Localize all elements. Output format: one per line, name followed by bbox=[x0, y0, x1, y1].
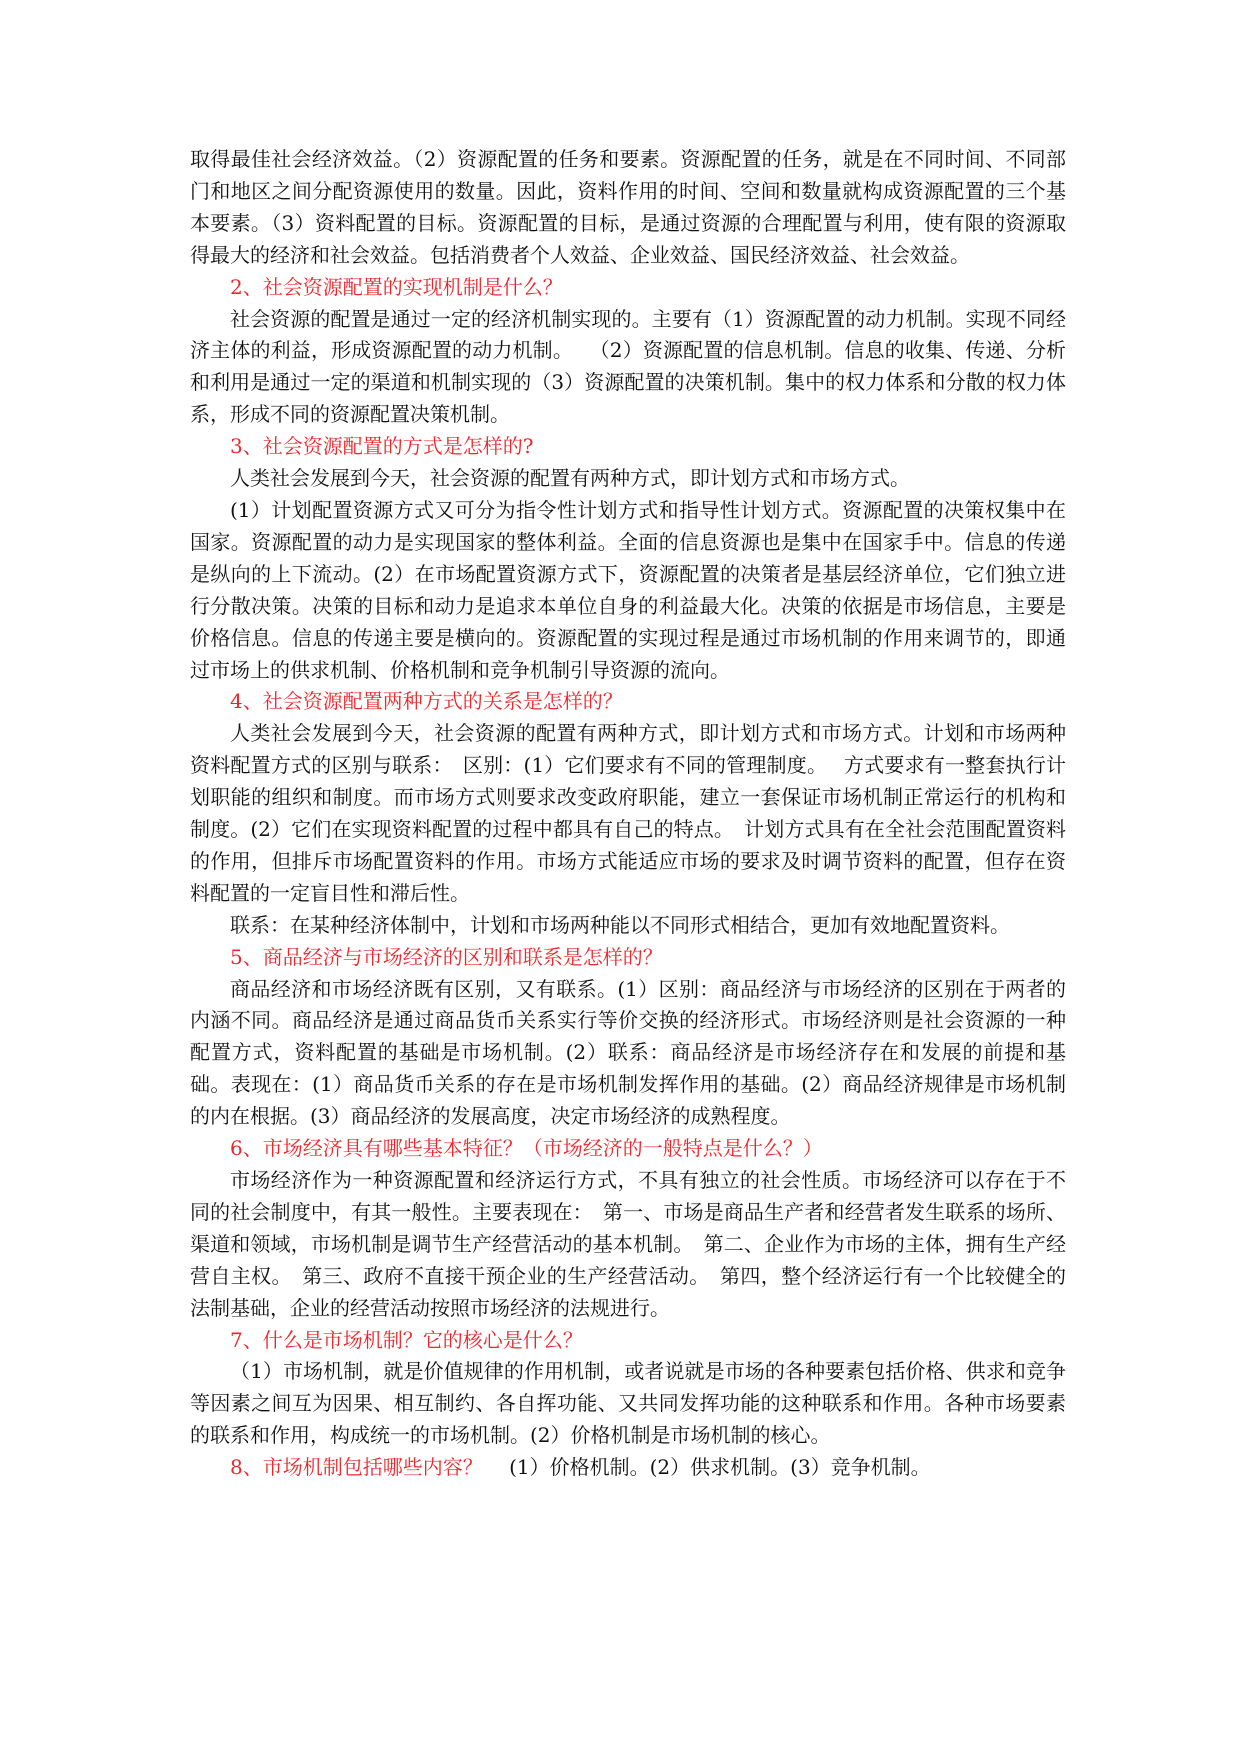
question-8-heading: 8、市场机制包括哪些内容？ bbox=[230, 1455, 483, 1480]
answer-7-paragraph: （1）市场机制，就是价值规律的作用机制，或者说就是市场的各种要素包括价格、供求和竞争等因素之间互为因果、相互制约、各自挥功能、又共同发挥功能的这种联系和作用。各种市场要素的联系和作用，构成统一的市场机制。(2）价格机制是市场机制的核心。 bbox=[190, 1359, 1066, 1448]
answer-4-difference: 人类社会发展到今天，社会资源的配置有两种方式，即计划方式和市场方式。计划和市场两种资料配置方式的区别与联系： 区别：(1）它们要求有不同的管理制度。 方式要求有一整套执行计划职能的组织和制度。而市场方式则要求改变政府职能，建立一套保证市场机制正常运行的机构和制度。(2）它们在实现资料配置的过程中都具有自己的特点。 计划方式具有在全社会范围配置资料的作用，但排斥市场配置资料的作用。市场方式能适应市场的要求及时调节资料的配置，但存在资料配置的一定盲目性和滞后性。 bbox=[190, 721, 1066, 905]
answer-5-paragraph: 商品经济和市场经济既有区别，又有联系。(1）区别：商品经济与市场经济的区别在于两者的内涵不同。商品经济是通过商品货币关系实行等价交换的经济形式。市场经济则是社会资源的一种配置方式，资料配置的基础是市场机制。(2）联系：商品经济是市场经济存在和发展的前提和基础。表现在：(1）商品货币关系的存在是市场机制发挥作用的基础。(2）商品经济规律是市场机制的内在根据。(3）商品经济的发展高度，决定市场经济的成熟程度。 bbox=[190, 976, 1066, 1129]
question-8-line bbox=[190, 1452, 1066, 1484]
answer-6-paragraph: 市场经济作为一种资源配置和经济运行方式，不具有独立的社会性质。市场经济可以存在于不同的社会制度中，有其一般性。主要表现在： 第一、市场是商品生产者和经营者发生联系的场所、渠道和领域，市场机制是调节生产经营活动的基本机制。 第二、企业作为市场的主体，拥有生产经营自主权。 第三、政府不直接干预企业的生产经营活动。 第四，整个经济运行有一个比较健全的法制基础，企业的经营活动按照市场经济的法规进行。 bbox=[190, 1168, 1066, 1320]
answer-3-intro: 人类社会发展到今天，社会资源的配置有两种方式，即计划方式和市场方式。 bbox=[230, 466, 910, 491]
answer-8-text: (1）价格机制。(2）供求机制。(3）竞争机制。 bbox=[482, 1455, 931, 1480]
answer-3-detail: (1）计划配置资源方式又可分为指令性计划方式和指导性计划方式。资源配置的决策权集中在国家。资源配置的动力是实现国家的整体利益。全面的信息资源也是集中在国家手中。信息的传递是纵向的上下流动。(2）在市场配置资源方式下，资源配置的决策者是基层经济单位，它们独立进行分散决策。决策的目标和动力是追求本单位自身的利益最大化。决策的依据是市场信息，主要是价格信息。信息的传递主要是横向的。资源配置的实现过程是通过市场机制的作用来调节的，即通过市场上的供求机制、价格机制和竞争机制引导资源的流向。 bbox=[190, 497, 1066, 682]
answer-2-paragraph: 社会资源的配置是通过一定的经济机制实现的。主要有（1）资源配置的动力机制。实现不同经济主体的利益，形成资源配置的动力机制。 （2）资源配置的信息机制。信息的收集、传递、分析和利用是通过一定的渠道和机制实现的（3）资源配置的决策机制。集中的权力体系和分散的权力体系，形成不同的资源配置决策机制。 bbox=[190, 306, 1066, 427]
question-4-heading: 4、社会资源配置两种方式的关系是怎样的？ bbox=[230, 689, 623, 714]
answer-4-connection: 联系：在某种经济体制中，计划和市场两种能以不同形式相结合，更加有效地配置资料。 bbox=[230, 912, 1010, 937]
question-3-heading: 3、社会资源配置的方式是怎样的? bbox=[230, 434, 534, 459]
question-2-heading: 2、社会资源配置的实现机制是什么？ bbox=[230, 274, 563, 299]
document-page bbox=[190, 144, 1066, 1484]
paragraph-resource-allocation-goals: 取得最佳社会经济效益。（2）资源配置的任务和要素。资源配置的任务，就是在不同时间、不同部门和地区之间分配资源使用的数量。因此，资料作用的时间、空间和数量就构成资源配置的三个基本要素。（3）资料配置的目标。资源配置的目标，是通过资源的合理配置与利用，使有限的资源取得最大的经济和社会效益。包括消费者个人效益、企业效益、国民经济效益、社会效益。 bbox=[190, 147, 1066, 267]
question-5-heading: 5、商品经济与市场经济的区别和联系是怎样的？ bbox=[230, 944, 663, 969]
question-7-heading: 7、什么是市场机制？它的核心是什么？ bbox=[230, 1327, 583, 1352]
question-6-heading: 6、市场经济具有哪些基本特征？（市场经济的一般特点是什么？） bbox=[230, 1136, 823, 1161]
